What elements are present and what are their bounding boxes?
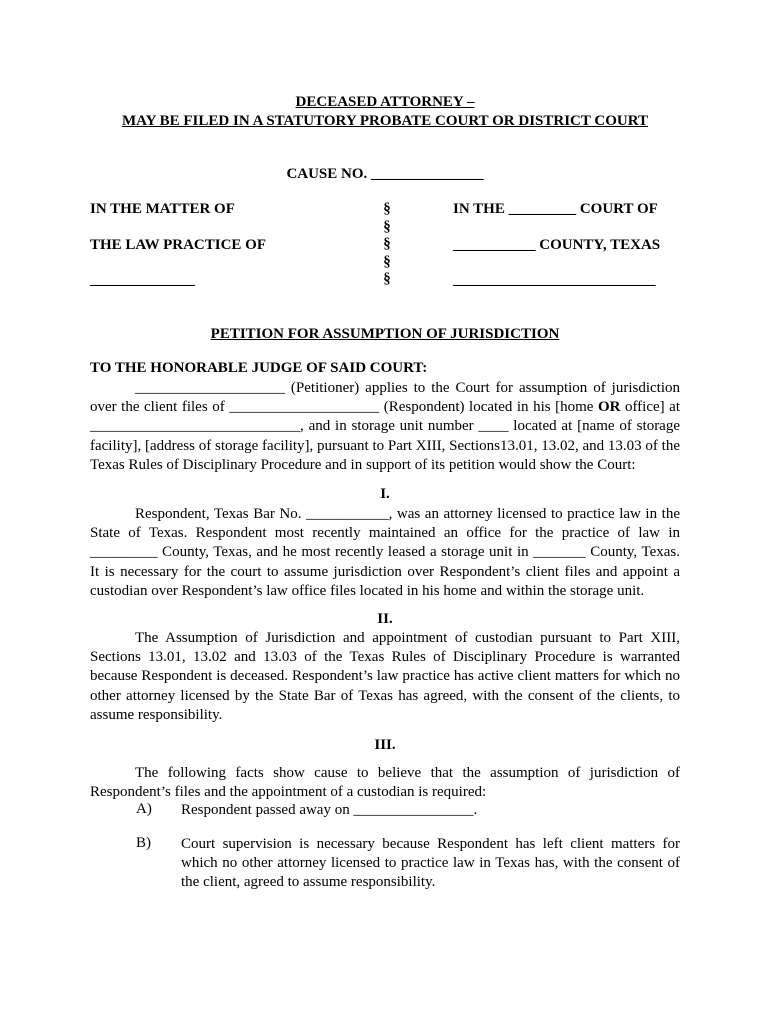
section-symbol: § (383, 218, 391, 235)
section-symbol: § (383, 201, 391, 217)
section-3-text: The following facts show cause to believe that the assumption of jurisdiction of Respondent’s files and the appointment of a custodian is required: (90, 765, 680, 801)
section-heading-2: II. (377, 611, 393, 627)
section-symbol: § (383, 236, 391, 253)
section-heading-1: I. (380, 486, 390, 502)
section-symbol: § (383, 271, 391, 288)
cause-number: CAUSE NO. _______________ (286, 166, 484, 182)
section-heading-3: III. (374, 737, 396, 753)
section-3-paragraph (90, 764, 680, 802)
intro-text-start: ____________________ (Petitioner) applies to the Court for assumption of jurisdiction over the client files of ____________________ (Respondent) located in his [home (90, 380, 680, 416)
caption-law-practice-of: THE LAW PRACTICE OF (90, 237, 267, 253)
intro-text-end: office] at ____________________________, and in storage unit number ____ located at [name of storage facility], [address of storage facility], pursuant to Part XIII, Sections13.01, 13.02, and 13.03 of the Texas Rules of Disciplinary Procedure and in support of its petition would show the Court: (90, 399, 680, 473)
caption-court-of: IN THE _________ COURT OF (453, 201, 658, 217)
petition-title: PETITION FOR ASSUMPTION OF JURISDICTION (210, 326, 560, 342)
caption-court-blank: ___________________________ (453, 272, 656, 288)
list-item-text: Court supervision is necessary because Respondent has left client matters for which no other attorney licensed to practice law in Texas has, with the consent of the client, agreed to assume responsibility. (181, 836, 680, 891)
list-item-label: A) (136, 801, 152, 817)
list-item-text: Respondent passed away on ________________. (181, 802, 478, 818)
section-2-text: The Assumption of Jurisdiction and appointment of custodian pursuant to Part XIII, Sections 13.01, 13.02 and 13.03 of the Texas Rules of Disciplinary Procedure is warranted because Respondent is deceased. Respondent’s law practice has active client matters for which no other attorney licensed by the State Bar of Texas has agreed, with the consent of the clients, to assume responsibility. (90, 630, 680, 723)
list-item-label: B) (136, 835, 151, 851)
or-emphasis: OR (597, 399, 621, 416)
intro-paragraph (90, 379, 680, 475)
section-1-paragraph (90, 505, 680, 601)
caption-county-texas: ___________ COUNTY, TEXAS (453, 237, 661, 253)
caption-matter-of: IN THE MATTER OF (90, 201, 235, 217)
section-symbols (380, 201, 394, 289)
header-line-2: MAY BE FILED IN A STATUTORY PROBATE COURT OR DISTRICT COURT (121, 113, 649, 129)
section-1-text: Respondent, Texas Bar No. ___________, was an attorney licensed to practice law in the State of Texas. Respondent most recently maintained an office for the practice of law in _________ County, Texas, and he most recently leased a storage unit in _______ County, Texas. It is necessary for the court to assume jurisdiction over Respondent’s client files and appoint a custodian over Respondent’s law office files located in his home and within the storage unit. (90, 506, 680, 599)
section-symbol: § (383, 253, 391, 270)
section-2-paragraph (90, 629, 680, 725)
header-line-1: DECEASED ATTORNEY – (295, 94, 475, 110)
salutation: TO THE HONORABLE JUDGE OF SAID COURT: (90, 360, 428, 376)
caption-respondent-blank: ______________ (90, 272, 195, 288)
